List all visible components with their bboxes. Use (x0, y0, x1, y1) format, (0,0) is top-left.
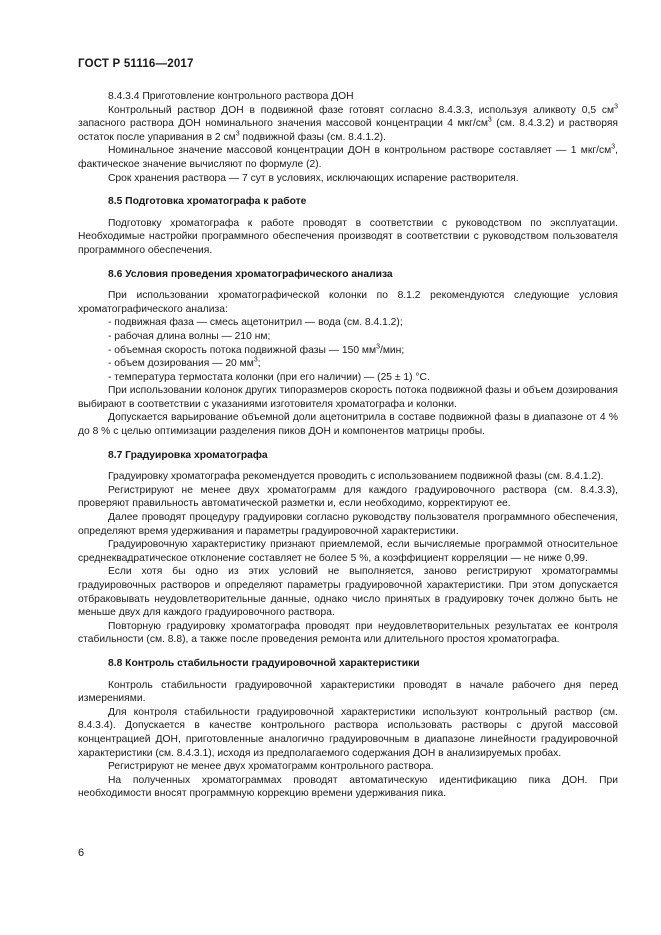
paragraph: При использовании хроматографической колонки по 8.1.2 рекомендуются следующие условия хроматографического анализа: (78, 290, 618, 315)
paragraph: Градуировку хроматографа рекомендуется проводить с использованием подвижной фазы (см. 8.4.1.2). (108, 471, 604, 483)
paragraph: Срок хранения раствора — 7 сут в условиях, исключающих испарение растворителя. (108, 172, 519, 184)
superscript: 3 (611, 143, 616, 151)
page-number: 6 (78, 847, 85, 859)
paragraph: Регистрируют не менее двух хроматограмм для каждого градуировочного раствора (см. 8.4.3.3), проверяют правильность автоматической разметки и, если необходимо, корректируют ее. (78, 484, 618, 510)
paragraph: Номинальное значение массовой концентрации ДОН в контрольном растворе составляет — 1 мкг/$см^3$, фактическое значение вычисляют по формуле (2). (78, 143, 618, 170)
section-heading: 8.5 Подготовка хроматографа к работе (108, 196, 307, 208)
superscript: 3 (376, 343, 380, 351)
superscript: 3 (614, 103, 618, 111)
paragraph: Повторную градуировку хроматографа проводят при неудовлетворительных результатах ее контроля стабильности (см. 8.8), а также после проведения ремонта или длительного простоя хроматографа. (78, 620, 618, 646)
superscript: 3 (487, 116, 492, 124)
paragraph: На полученных хроматограммах проводят автоматическую идентификацию пика ДОН. При необходимости вносят программную коррекцию времени удерживания пика. (78, 774, 618, 800)
list-item: - объемная скорость потока подвижной фазы — 150 $мм^3$/мин; (108, 343, 405, 356)
paragraph: Контрольный раствор ДОН в подвижной фазе готовят согласно 8.4.3.3, используя аликвоту 0,5 $см^3$ запасного раствора ДОН номинального значения массовой концентрации 4 мкг/$см^3$ (см. 8.4.3.2) и растворяя остаток после упаривания в 2 $см^3$ подвижной фазы (см. 8.4.1.2). (78, 103, 618, 143)
paragraph: Градуировочную характеристику признают приемлемой, если вычисляемые программой относительное среднеквадратическое отклонение составляет не более 5 %, а коэффициент корреляции — не ниже 0,99. (78, 539, 618, 564)
list-item: - температура термостата колонки (при его наличии) — (25 ± 1) °С. (108, 371, 430, 383)
section-heading: 8.6 Условия проведения хроматографического анализа (108, 268, 393, 280)
paragraph: Для контроля стабильности градуировочной характеристики используют контрольный раствор (см. 8.4.3.4). Допускается в качестве контрольного раствора использовать растворы с другой массовой концентрацией ДОН, приготовленные аналогично градуировочным в диапазоне линейности градуировочной характеристики (см. 8.4.3.1), исходя из предполагаемого содержания ДОН в анализируемых пробах. (78, 706, 618, 759)
paragraph: Допускается варьирование объемной доли ацетонитрила в составе подвижной фазы в диапазоне от 4 % до 8 % с целью оптимизации разделения пиков ДОН и компонентов матрицы пробы. (78, 412, 618, 438)
paragraph: Регистрируют не менее двух хроматограмм контрольного раствора. (108, 761, 434, 773)
paragraph: Контроль стабильности градуировочной характеристики проводят в начале рабочего дня перед измерениями. (78, 679, 618, 705)
document-body (78, 90, 618, 801)
paragraph: Подготовку хроматографа к работе проводят в соответствии с руководством по эксплуатации. Необходимые настройки программного обеспечения производят в соответствии с руководством пользователя программного обеспечения. (78, 217, 618, 256)
paragraph: 8.4.3.4 Приготовление контрольного раствора ДОН (108, 91, 354, 102)
section-heading: 8.7 Градуировка хроматографа (108, 449, 268, 461)
superscript: 3 (235, 130, 240, 138)
section-heading: 8.8 Контроль стабильности градуировочной характеристики (108, 657, 420, 669)
paragraph: Если хотя бы одно из этих условий не выполняется, заново регистрируют хроматограммы градуировочных растворов и определяют параметры градуировочной характеристики. При этом допускается отбраковывать неудовлетворительные данные, однако число принятых в градуировку точек должно быть не меньше двух для каждого градуировочного раствора. (78, 566, 618, 619)
list-item: - подвижная фаза — смесь ацетонитрил — вода (см. 8.4.1.2); (108, 317, 403, 329)
paragraph: Далее проводят процедуру градуировки согласно руководству пользователя программного обеспечения, определяют время удерживания и параметры градуировочной характеристики. (78, 512, 618, 537)
list-item: - рабочая длина волны — 210 нм; (108, 330, 271, 342)
paragraph: При использовании колонок других типоразмеров скорость потока подвижной фазы и объем дозирования выбирают в соответствии с указаниями изготовителя хроматографа и колонки. (78, 385, 618, 410)
superscript: 3 (253, 356, 258, 364)
document-header: ГОСТ Р 51116—2017 (78, 58, 194, 70)
list-item: - объем дозирования — 20 $мм^3$; (108, 356, 261, 370)
